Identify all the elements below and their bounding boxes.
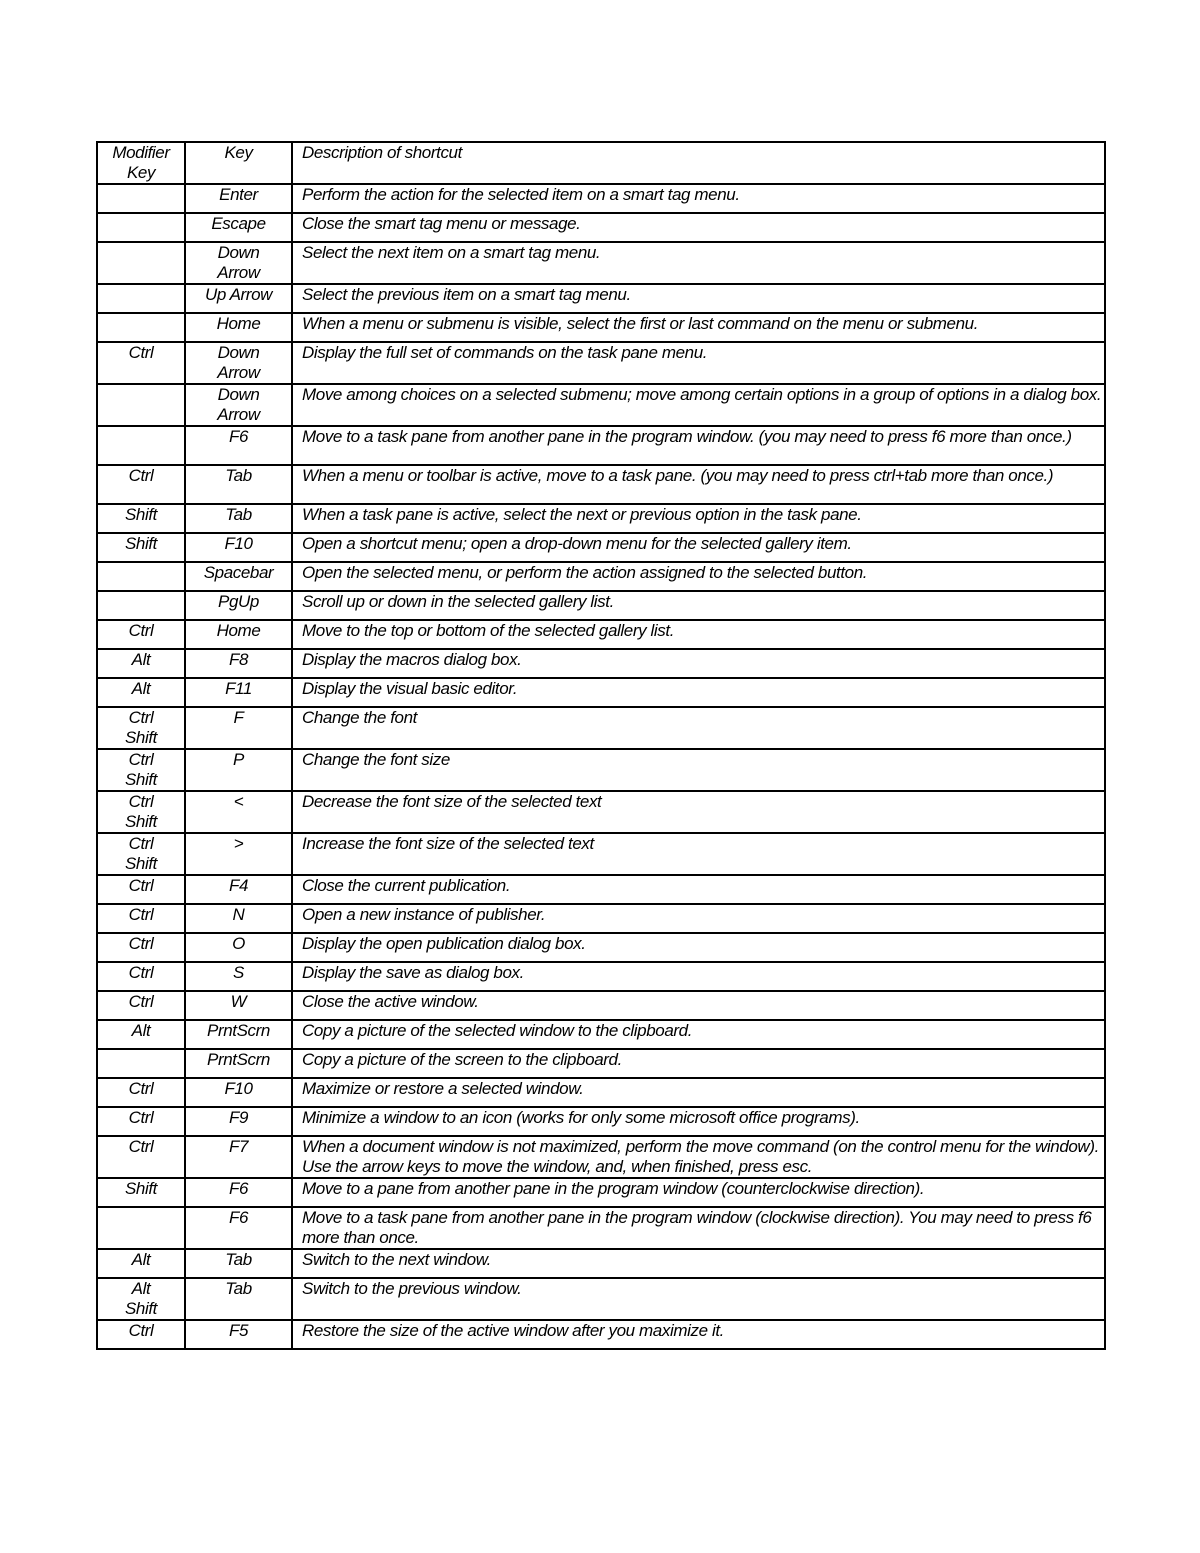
modifier-key-text: Shift [124,854,158,873]
key-text: Tab [225,466,252,485]
key-text: P [233,750,244,769]
key-text: F4 [228,876,249,895]
description-cell: When a menu or toolbar is active, move to a task pane. (you may need to press ctrl+tab more than once.) [292,465,1105,504]
modifier-key-text: Alt [131,679,151,698]
modifier-key-text: Ctrl [128,1108,154,1127]
table-row [97,1249,1105,1278]
header-row [97,142,1105,184]
shortcut-table [96,141,1106,1350]
table-row [97,1049,1105,1078]
key-text: < [233,792,244,811]
table-row [97,649,1105,678]
modifier-key-text: Ctrl [128,1321,154,1340]
key-cell [185,504,292,533]
header-modifier-line-1: Modifier [112,143,170,162]
modifier-cell [97,313,185,342]
description-cell: Copy a picture of the screen to the clipboard. [292,1049,1105,1078]
description-cell: When a menu or submenu is visible, select the first or last command on the menu or submenu. [292,313,1105,342]
key-text: Spacebar [203,563,274,582]
key-cell [185,1049,292,1078]
key-text: F10 [224,534,253,553]
key-text: Tab [225,505,252,524]
table-row [97,1107,1105,1136]
table-row [97,933,1105,962]
modifier-cell [97,1020,185,1049]
modifier-key-text: Shift [124,728,158,747]
key-cell [185,1178,292,1207]
key-text: Home [216,314,261,333]
modifier-cell [97,1249,185,1278]
description-cell: Close the active window. [292,991,1105,1020]
modifier-cell [97,1078,185,1107]
modifier-cell [97,213,185,242]
key-text: PrntScrn [207,1021,270,1040]
description-cell: Increase the font size of the selected text [292,833,1105,875]
modifier-cell [97,833,185,875]
modifier-key-text: Ctrl [128,963,154,982]
key-cell [185,1207,292,1249]
modifier-key-text: Alt [131,650,151,669]
table-row [97,533,1105,562]
modifier-cell [97,1320,185,1349]
modifier-cell [97,1136,185,1178]
key-text: Arrow [217,363,260,382]
modifier-key-text: Shift [124,1179,158,1198]
description-cell: Maximize or restore a selected window. [292,1078,1105,1107]
modifier-cell [97,504,185,533]
table-row [97,620,1105,649]
description-cell: Display the save as dialog box. [292,962,1105,991]
modifier-cell [97,707,185,749]
modifier-cell [97,933,185,962]
description-cell: Move to a task pane from another pane in the program window. (you may need to press f6 more than once.) [292,426,1105,465]
table-row [97,213,1105,242]
modifier-key-text: Alt [131,1279,151,1298]
table-header [97,142,1105,184]
modifier-key-text: Ctrl [128,905,154,924]
modifier-cell [97,384,185,426]
key-cell [185,284,292,313]
description-cell: Move to a task pane from another pane in the program window (clockwise direction). You may need to press f6 more than once. [292,1207,1105,1249]
description-cell: Move to a pane from another pane in the program window (counterclockwise direction). [292,1178,1105,1207]
description-cell: Perform the action for the selected item on a smart tag menu. [292,184,1105,213]
modifier-key-text: Ctrl [128,621,154,640]
key-cell [185,1320,292,1349]
table-row [97,1136,1105,1178]
table-body [97,184,1105,1349]
table-row [97,504,1105,533]
modifier-cell [97,562,185,591]
table-row [97,591,1105,620]
description-cell: When a document window is not maximized, perform the move command (on the control menu for the window). Use the arrow keys to move the window, and, when finished, press esc. [292,1136,1105,1178]
table-row [97,678,1105,707]
modifier-key-text: Ctrl [128,1079,154,1098]
modifier-key-text: Ctrl [128,466,154,485]
key-text: Home [216,621,261,640]
key-text: F11 [225,679,252,698]
description-cell: Move among choices on a selected submenu; move among certain options in a group of options in a dialog box. [292,384,1105,426]
key-cell [185,1078,292,1107]
table-row [97,342,1105,384]
modifier-cell [97,342,185,384]
key-text: Down [217,385,260,404]
key-text: Up Arrow [204,285,273,304]
description-cell: Change the font [292,707,1105,749]
modifier-cell [97,242,185,284]
key-cell [185,791,292,833]
header-key-line: Key [224,143,253,162]
key-text: F6 [228,427,249,446]
table-row [97,284,1105,313]
modifier-key-text: Ctrl [128,876,154,895]
key-cell [185,242,292,284]
table-row [97,384,1105,426]
description-cell: Scroll up or down in the selected gallery list. [292,591,1105,620]
table-row [97,875,1105,904]
modifier-cell [97,962,185,991]
key-cell [185,1020,292,1049]
modifier-cell [97,678,185,707]
key-cell [185,933,292,962]
description-cell: Open a new instance of publisher. [292,904,1105,933]
key-cell [185,533,292,562]
table-row [97,962,1105,991]
table-row [97,749,1105,791]
key-cell [185,1136,292,1178]
table-row [97,562,1105,591]
description-cell: Open a shortcut menu; open a drop-down menu for the selected gallery item. [292,533,1105,562]
description-cell: Close the current publication. [292,875,1105,904]
table-row [97,707,1105,749]
key-text: Tab [225,1279,252,1298]
table-row [97,1320,1105,1349]
key-text: W [230,992,247,1011]
table-row [97,465,1105,504]
table-row [97,1020,1105,1049]
key-cell [185,875,292,904]
description-cell: Display the open publication dialog box. [292,933,1105,962]
modifier-key-text: Ctrl [128,1137,154,1156]
table-row [97,1078,1105,1107]
key-text: PrntScrn [207,1050,270,1069]
modifier-cell [97,1207,185,1249]
key-text: Down [217,343,260,362]
header-modifier-cell [97,142,185,184]
key-cell [185,465,292,504]
key-cell [185,313,292,342]
key-text: Enter [219,185,258,204]
modifier-key-text: Ctrl [128,992,154,1011]
key-cell [185,213,292,242]
modifier-cell [97,991,185,1020]
modifier-key-text: Ctrl [128,792,154,811]
description-cell: Display the macros dialog box. [292,649,1105,678]
key-text: F [233,708,244,727]
table-row [97,904,1105,933]
key-text: F7 [228,1137,249,1156]
description-cell: Display the visual basic editor. [292,678,1105,707]
modifier-cell [97,1049,185,1078]
key-cell [185,384,292,426]
modifier-key-text: Ctrl [128,750,154,769]
key-cell [185,1278,292,1320]
modifier-key-text: Ctrl [128,934,154,953]
modifier-cell [97,649,185,678]
key-text: Escape [211,214,266,233]
key-cell [185,1249,292,1278]
key-cell [185,962,292,991]
key-text: Tab [225,1250,252,1269]
modifier-cell [97,284,185,313]
key-text: > [233,834,244,853]
key-text: S [233,963,244,982]
modifier-cell [97,426,185,465]
modifier-key-text: Ctrl [128,343,154,362]
modifier-cell [97,1278,185,1320]
description-cell: Move to the top or bottom of the selected gallery list. [292,620,1105,649]
key-text: F9 [228,1108,249,1127]
modifier-cell [97,1107,185,1136]
key-text: F8 [228,650,249,669]
description-cell: Change the font size [292,749,1105,791]
description-cell: Minimize a window to an icon (works for only some microsoft office programs). [292,1107,1105,1136]
modifier-cell [97,904,185,933]
key-cell [185,342,292,384]
table-row [97,426,1105,465]
key-cell [185,833,292,875]
key-text: O [232,934,245,953]
modifier-key-text: Shift [124,812,158,831]
modifier-key-text: Alt [131,1250,151,1269]
key-cell [185,749,292,791]
key-text: F6 [228,1179,249,1198]
modifier-key-text: Alt [131,1021,151,1040]
key-text: PgUp [218,592,259,611]
key-text: Arrow [217,263,260,282]
modifier-cell [97,591,185,620]
modifier-cell [97,1178,185,1207]
description-cell: Select the next item on a smart tag menu. [292,242,1105,284]
key-text: F6 [228,1208,249,1227]
description-cell: Select the previous item on a smart tag menu. [292,284,1105,313]
modifier-cell [97,465,185,504]
description-cell: Switch to the previous window. [292,1278,1105,1320]
description-cell: Copy a picture of the selected window to the clipboard. [292,1020,1105,1049]
key-text: Arrow [217,405,260,424]
modifier-key-text: Shift [124,1299,158,1318]
description-cell: Close the smart tag menu or message. [292,213,1105,242]
modifier-key-text: Shift [124,770,158,789]
table-row [97,1207,1105,1249]
table-row [97,833,1105,875]
key-cell [185,1107,292,1136]
description-cell: Restore the size of the active window after you maximize it. [292,1320,1105,1349]
table-row [97,1178,1105,1207]
header-modifier-line-2: Key [126,163,156,182]
table-row [97,184,1105,213]
modifier-cell [97,184,185,213]
key-text: Down [217,243,260,262]
table-row [97,991,1105,1020]
modifier-cell [97,533,185,562]
key-text: F10 [224,1079,253,1098]
key-cell [185,184,292,213]
key-cell [185,591,292,620]
table-row [97,313,1105,342]
key-cell [185,649,292,678]
table-row [97,791,1105,833]
description-cell: Display the full set of commands on the task pane menu. [292,342,1105,384]
modifier-key-text: Shift [124,534,158,553]
description-cell: Switch to the next window. [292,1249,1105,1278]
header-key-cell [185,142,292,184]
key-cell [185,562,292,591]
table-row [97,242,1105,284]
key-text: N [232,905,245,924]
table-row [97,1278,1105,1320]
description-cell: When a task pane is active, select the next or previous option in the task pane. [292,504,1105,533]
modifier-key-text: Shift [124,505,158,524]
key-text: F5 [228,1321,249,1340]
key-cell [185,620,292,649]
key-cell [185,678,292,707]
modifier-cell [97,875,185,904]
description-cell: Decrease the font size of the selected text [292,791,1105,833]
description-cell: Open the selected menu, or perform the action assigned to the selected button. [292,562,1105,591]
modifier-key-text: Ctrl [128,708,154,727]
key-cell [185,991,292,1020]
modifier-cell [97,620,185,649]
key-cell [185,426,292,465]
modifier-cell [97,749,185,791]
key-cell [185,707,292,749]
modifier-cell [97,791,185,833]
key-cell [185,904,292,933]
header-description-cell: Description of shortcut [292,142,1105,184]
modifier-key-text: Ctrl [128,834,154,853]
